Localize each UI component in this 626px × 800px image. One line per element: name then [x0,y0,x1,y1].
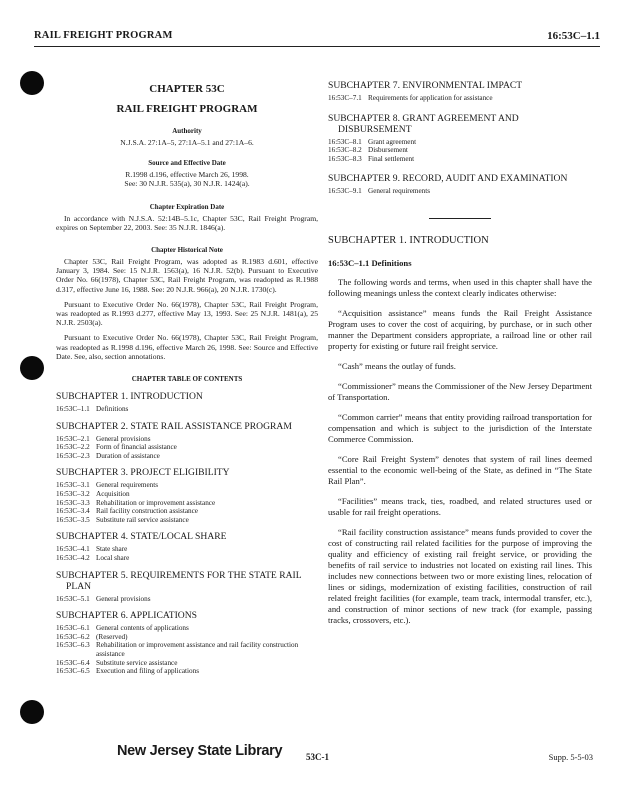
toc-subchapter [56,570,318,604]
toc-item-title: Execution and filing of applications [96,667,199,676]
toc-item [56,490,318,499]
expiration-text: In accordance with N.J.S.A. 52:14B–5.1c, Chapter 53C, Rail Freight Program, expires on September 22, 2003. See: 35 N.J.R. 1846(a). [56,213,318,232]
toc-subchapter [56,531,318,562]
toc-subchapter-title: SUBCHAPTER 8. GRANT AGREEMENT AND DISBURSEMENT [328,112,519,135]
toc-item-title: Requirements for application for assistance [368,94,493,102]
toc-item-title: (Reserved) [96,632,128,641]
toc-item-number: 16:53C–9.1 [328,187,362,196]
header-title: RAIL FREIGHT PROGRAM [34,30,173,41]
toc-item-title: General provisions [96,594,151,603]
toc-item-title: State share [96,545,128,554]
toc-item [56,633,318,642]
toc-subchapter [56,467,318,524]
chapter-number: CHAPTER 53C [149,83,225,95]
toc-item-number: 16:53C–6.2 [56,632,90,641]
toc-item-title: Disbursement [368,146,408,155]
toc-item-number: 16:53C–1.1 [56,405,90,414]
toc-item-title: General contents of applications [96,624,189,633]
left-column [56,80,318,676]
binder-hole [20,71,44,95]
toc-subchapter-title: SUBCHAPTER 3. PROJECT ELIGIBILITY [56,467,230,479]
body-paragraph: “Common carrier” means that entity providing railroad transportation for compensation and which is subject to the jurisdiction of the Interstate Commerce Commission. [328,411,592,444]
historical-para: Pursuant to Executive Order No. 66(1978), Chapter 53C, Rail Freight Program, was readopted as R.1993 d.277, effective May 13, 1993. See: 25 N.J.R. 1481(a), 25 N.J.R. 2503(a). [56,299,318,328]
body-paragraph: “Cash” means the outlay of funds. [338,360,456,371]
toc-item [56,516,318,525]
body-paragraph: “Facilities” means track, ties, roadbed, and related structures used or usable for rail freight operations. [328,495,592,517]
toc-item-title: General requirements [96,481,159,490]
toc-item-title: Grant agreement [368,137,417,146]
toc-heading: CHAPTER TABLE OF CONTENTS [131,375,243,384]
toc-item-number: 16:53C–4.2 [56,553,90,562]
toc-item-title: Rehabilitation or improvement assistance [96,498,216,507]
toc-item [56,452,318,461]
toc-subchapter [328,80,592,103]
toc-item-number: 16:53C–2.2 [56,443,90,452]
toc-item-title: Duration of assistance [96,451,160,460]
section-heading: 16:53C–1.1 Definitions [328,257,412,268]
supplement-date: Supp. 5-5-03 [548,752,593,762]
page-number: 53C-1 [306,752,329,762]
body-paragraph: “Rail facility construction assistance” means funds provided to cover the cost of constructing rail related facilities for the purpose of improving the quality and efficiency of existing rail freight service, or providing the benefits of rail service to industries not located on existing rail lines. This includes new connections between two or more existing lines, relocation of lines or sidings, modernization of existing facilities, construction of rail related freight facilities (for example, team track, intermodal transfer, etc.), and construction of minor sections of new track (for example, passing tracks, crossovers, etc.). [328,526,592,625]
toc-item [56,405,318,414]
running-header [34,30,600,47]
toc-item-number: 16:53C–8.2 [328,146,362,155]
toc-item [56,507,318,516]
toc-item [56,659,318,668]
toc-item [56,595,318,604]
toc-item-number: 16:53C–6.5 [56,667,90,676]
toc-item-title: Rehabilitation or improvement assistance and rail facility construction assistance [96,641,299,658]
toc-item-title: General requirements [368,187,431,196]
toc-item-title: Rail facility construction assistance [96,507,198,516]
toc-subchapter-title: SUBCHAPTER 4. STATE/LOCAL SHARE [56,531,227,543]
toc-item-number: 16:53C–4.1 [56,545,90,554]
source-line: R.1998 d.196, effective March 26, 1998. [125,170,249,180]
toc-subchapter-title: SUBCHAPTER 5. REQUIREMENTS FOR THE STATE RAIL PLAN [56,569,302,592]
toc-item-title: Definitions [96,405,129,414]
toc-subchapter-title: SUBCHAPTER 2. STATE RAIL ASSISTANCE PROGRAM [56,420,292,432]
body-paragraph: “Commissioner” means the Commissioner of the New Jersey Department of Transportation. [328,380,592,402]
header-section-number: 16:53C–1.1 [547,30,600,42]
binder-hole [20,700,44,724]
toc-item-number: 16:53C–3.5 [56,515,90,524]
historical-para: Pursuant to Executive Order No. 66(1978), Chapter 53C, Rail Freight Program, was readopted as R.1998 d.196, effective March 26, 1998. See: Source and Effective Date. See, also, section annotations. [56,333,318,361]
chapter-title: RAIL FREIGHT PROGRAM [116,103,258,115]
toc-item-title: Substitute service assistance [96,658,178,667]
source-line: See: 30 N.J.R. 535(a), 30 N.J.R. 1424(a). [124,179,250,189]
toc-subchapter-title: SUBCHAPTER 7. ENVIRONMENTAL IMPACT [328,80,523,91]
toc-subchapter [328,173,592,196]
toc-subchapter [56,421,318,461]
toc-subchapter-title: SUBCHAPTER 9. RECORD, AUDIT AND EXAMINATION [328,173,568,185]
toc-item [328,187,592,196]
toc-item [56,443,318,452]
body-paragraph: The following words and terms, when used in this chapter shall have the following meanings unless the context clearly indicates otherwise: [328,276,592,298]
toc-subchapter-title: SUBCHAPTER 1. INTRODUCTION [56,391,203,403]
toc-item [56,481,318,490]
historical-para: Chapter 53C, Rail Freight Program, was adopted as R.1983 d.601, effective January 3, 1984. See: 15 N.J.R. 1563(a), 16 N.J.R. 52(b). Pursuant to Executive Order No. 66(1978), Chapter 53C, Rail Freight Program, was readopted as R.1988 d.317, effective June 16, 1988. See: 20 N.J.R. 966(a), 20 N.J.R. 1730(c). [56,257,318,294]
body-subchapter-heading: SUBCHAPTER 1. INTRODUCTION [328,234,489,246]
toc-item-title: Substitute rail service assistance [96,515,189,524]
source-heading: Source and Effective Date [148,159,226,168]
toc-item-title: Local share [96,553,130,562]
toc-item-number: 16:53C–7.1 [328,94,362,102]
divider-rule [429,218,491,219]
toc-subchapter [328,113,592,164]
toc-subchapter-title: SUBCHAPTER 6. APPLICATIONS [56,610,198,622]
authority-text: N.J.S.A. 27:1A–5, 27:1A–5.1 and 27:1A–6. [120,138,254,147]
toc-item [56,641,318,658]
historical-heading: Chapter Historical Note [151,246,223,255]
toc-item-number: 16:53C–8.3 [328,154,362,163]
toc-item [56,554,318,563]
toc-item [56,545,318,554]
expiration-heading: Chapter Expiration Date [149,202,225,211]
toc-subchapter [56,391,318,414]
toc-item-number: 16:53C–6.1 [56,624,90,633]
library-stamp: New Jersey State Library [117,743,283,759]
toc-item-number: 16:53C–3.3 [56,498,90,507]
right-column [328,80,592,635]
toc-item-title: Form of financial assistance [96,443,177,452]
body-paragraph: “Core Rail Freight System” denotes that system of rail lines deemed essential to the economic well-being of the State, as defined in “The State Rail Plan”. [328,453,592,486]
source-text [56,170,318,188]
toc-item [56,667,318,676]
toc-item-number: 16:53C–2.1 [56,434,90,443]
body-paragraph: “Acquisition assistance” means funds the Rail Freight Assistance Program uses to cover the cost of acquiring, by purchase, or in such other manner the Department considers appropriate, a railroad line or other rail property for existing or future rail freight service. [328,307,592,351]
toc-item-number: 16:53C–3.4 [56,507,90,516]
binder-hole [20,356,44,380]
toc-item [328,94,592,103]
toc-item [328,146,592,155]
toc-item-number: 16:53C–6.3 [56,641,90,650]
toc-item-number: 16:53C–5.1 [56,594,90,603]
toc-item [56,435,318,444]
toc-item-number: 16:53C–6.4 [56,658,90,667]
toc-item [328,155,592,164]
toc-item-title: General provisions [96,434,151,443]
toc-item-number: 16:53C–3.2 [56,490,90,499]
toc-item-title: Final settlement [368,154,415,163]
toc-item-number: 16:53C–8.1 [328,137,362,146]
authority-heading: Authority [172,127,202,135]
toc-item-title: Acquisition [96,490,130,499]
toc-item-number: 16:53C–3.1 [56,481,90,490]
toc-item [56,499,318,508]
toc-item [56,624,318,633]
toc-item [328,138,592,147]
toc-item-number: 16:53C–2.3 [56,451,90,460]
toc-subchapter [56,610,318,676]
